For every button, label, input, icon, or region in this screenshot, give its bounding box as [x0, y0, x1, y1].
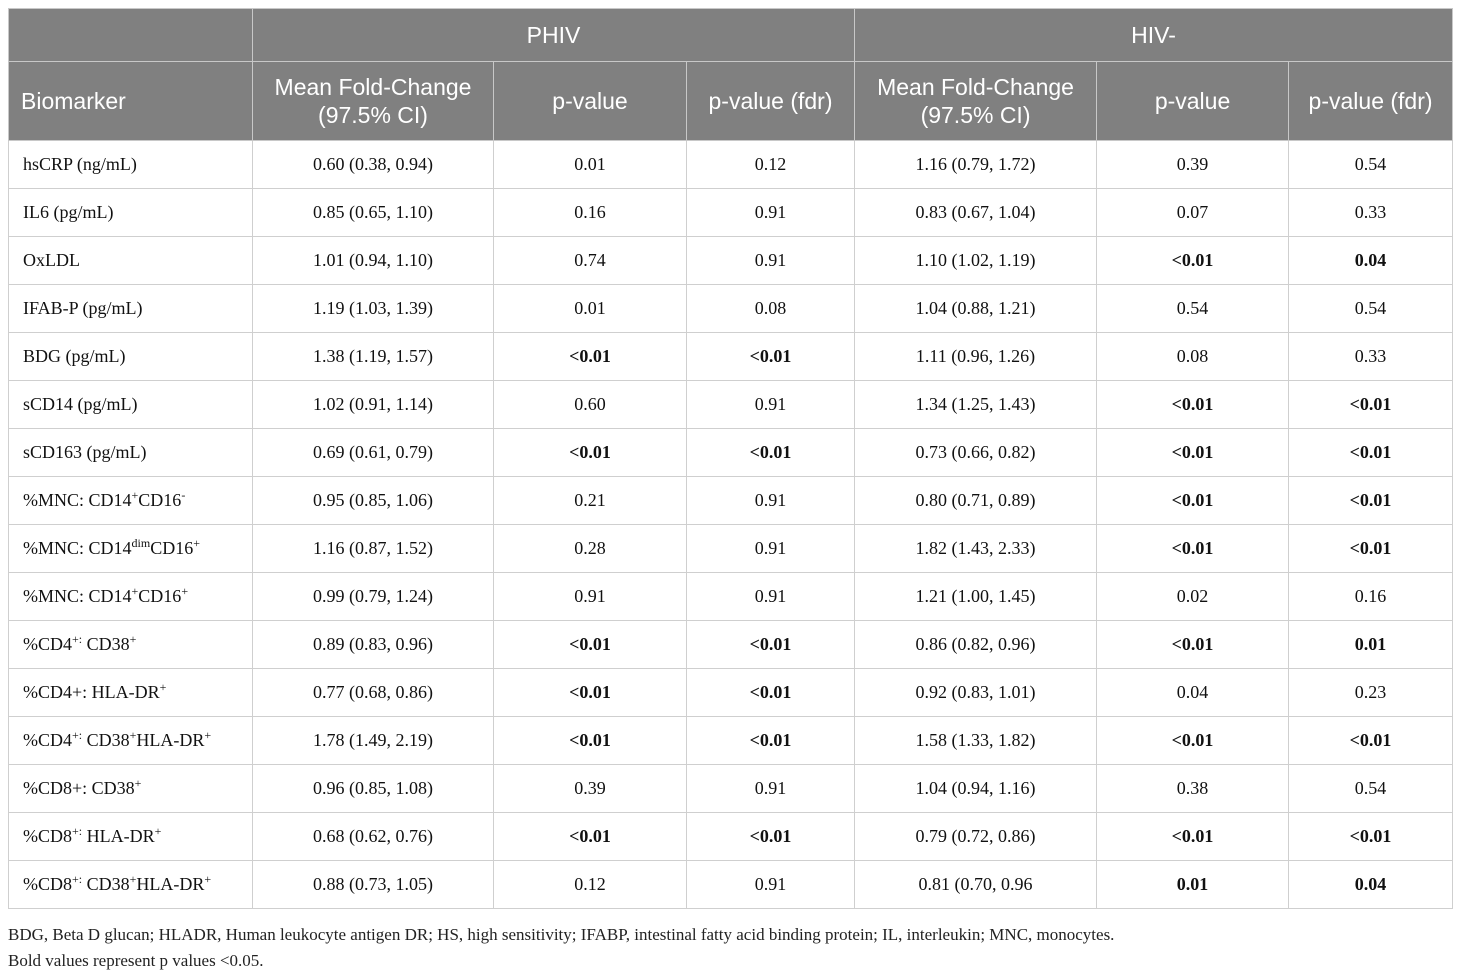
biomarker-name: sCD14 (pg/mL) [9, 381, 253, 429]
hivneg-p-value: 0.39 [1097, 141, 1289, 189]
col-header-phiv-p-value: p-value [494, 62, 687, 141]
table-row [9, 573, 1453, 621]
col-header-phiv-p-fdr: p-value (fdr) [687, 62, 855, 141]
hivneg-p-fdr: <0.01 [1289, 813, 1453, 861]
footnote-abbreviations: BDG, Beta D glucan; HLADR, Human leukocyte antigen DR; HS, high sensitivity; IFABP, intestinal fatty acid binding protein; IL, interleukin; MNC, monocytes. [8, 925, 1115, 944]
hivneg-fold-change: 1.58 (1.33, 1.82) [855, 717, 1097, 765]
hivneg-fold-change: 1.82 (1.43, 2.33) [855, 525, 1097, 573]
biomarker-name: %CD8+: CD38+ [9, 765, 253, 813]
hivneg-fold-change: 1.11 (0.96, 1.26) [855, 333, 1097, 381]
phiv-fold-change: 0.77 (0.68, 0.86) [253, 669, 494, 717]
hivneg-fold-change: 1.34 (1.25, 1.43) [855, 381, 1097, 429]
col-header-phiv-fold-change: Mean Fold-Change (97.5% CI) [253, 62, 494, 141]
phiv-fold-change: 1.16 (0.87, 1.52) [253, 525, 494, 573]
phiv-p-fdr: 0.12 [687, 141, 855, 189]
hivneg-p-value: <0.01 [1097, 813, 1289, 861]
phiv-p-value: <0.01 [494, 429, 687, 477]
hivneg-p-fdr: 0.33 [1289, 333, 1453, 381]
hivneg-p-value: 0.08 [1097, 333, 1289, 381]
biomarker-name: IL6 (pg/mL) [9, 189, 253, 237]
phiv-p-fdr: <0.01 [687, 333, 855, 381]
phiv-p-fdr: <0.01 [687, 813, 855, 861]
hivneg-fold-change: 1.04 (0.88, 1.21) [855, 285, 1097, 333]
phiv-fold-change: 0.96 (0.85, 1.08) [253, 765, 494, 813]
hivneg-p-fdr: 0.04 [1289, 237, 1453, 285]
table-row [9, 813, 1453, 861]
phiv-fold-change: 0.89 (0.83, 0.96) [253, 621, 494, 669]
hivneg-p-fdr: 0.04 [1289, 861, 1453, 909]
phiv-p-fdr: 0.08 [687, 285, 855, 333]
biomarker-name: %MNC: $CD14^{dim}CD16^+$ [9, 525, 253, 573]
hivneg-p-value: 0.54 [1097, 285, 1289, 333]
phiv-p-fdr: <0.01 [687, 621, 855, 669]
biomarker-name: %CD4+: CD38+HLA-DR+ [9, 717, 253, 765]
hivneg-fold-change: 0.80 (0.71, 0.89) [855, 477, 1097, 525]
biomarker-name: %CD4+: CD38+ [9, 621, 253, 669]
hivneg-p-fdr: 0.23 [1289, 669, 1453, 717]
biomarker-name: %CD4+: HLA-DR+ [9, 669, 253, 717]
hivneg-fold-change: 1.16 (0.79, 1.72) [855, 141, 1097, 189]
hivneg-fold-change: 0.92 (0.83, 1.01) [855, 669, 1097, 717]
biomarker-name: sCD163 (pg/mL) [9, 429, 253, 477]
phiv-p-value: 0.16 [494, 189, 687, 237]
phiv-p-value: 0.21 [494, 477, 687, 525]
table-row [9, 189, 1453, 237]
hivneg-fold-change: 0.79 (0.72, 0.86) [855, 813, 1097, 861]
phiv-p-value: <0.01 [494, 813, 687, 861]
biomarker-name: %CD8+: CD38+HLA-DR+ [9, 861, 253, 909]
phiv-p-value: 0.28 [494, 525, 687, 573]
phiv-fold-change: 0.88 (0.73, 1.05) [253, 861, 494, 909]
biomarker-name: %CD8+: HLA-DR+ [9, 813, 253, 861]
hivneg-p-value: <0.01 [1097, 477, 1289, 525]
group-header-hivneg: HIV- [855, 9, 1453, 62]
table-row [9, 669, 1453, 717]
phiv-p-fdr: 0.91 [687, 381, 855, 429]
table-row [9, 429, 1453, 477]
phiv-fold-change: 0.68 (0.62, 0.76) [253, 813, 494, 861]
phiv-p-value: <0.01 [494, 333, 687, 381]
biomarker-name: OxLDL [9, 237, 253, 285]
phiv-fold-change: 1.38 (1.19, 1.57) [253, 333, 494, 381]
hivneg-fold-change: 0.73 (0.66, 0.82) [855, 429, 1097, 477]
hivneg-p-value: 0.38 [1097, 765, 1289, 813]
phiv-p-value: 0.91 [494, 573, 687, 621]
hivneg-p-fdr: 0.01 [1289, 621, 1453, 669]
phiv-p-fdr: 0.91 [687, 765, 855, 813]
phiv-p-fdr: <0.01 [687, 669, 855, 717]
phiv-fold-change: 1.01 (0.94, 1.10) [253, 237, 494, 285]
table-footnotes [8, 922, 1114, 974]
phiv-fold-change: 1.78 (1.49, 2.19) [253, 717, 494, 765]
biomarker-name: %MNC: CD14+CD16- [9, 477, 253, 525]
hivneg-p-fdr: 0.54 [1289, 285, 1453, 333]
hivneg-fold-change: 0.81 (0.70, 0.96 [855, 861, 1097, 909]
hivneg-p-value: <0.01 [1097, 621, 1289, 669]
hivneg-p-fdr: 0.33 [1289, 189, 1453, 237]
table-row [9, 525, 1453, 573]
hivneg-p-value: 0.07 [1097, 189, 1289, 237]
table-row [9, 237, 1453, 285]
phiv-fold-change: 1.02 (0.91, 1.14) [253, 381, 494, 429]
hivneg-p-value: 0.04 [1097, 669, 1289, 717]
phiv-p-fdr: 0.91 [687, 525, 855, 573]
phiv-p-fdr: <0.01 [687, 717, 855, 765]
phiv-p-fdr: 0.91 [687, 237, 855, 285]
biomarker-table [8, 8, 1453, 909]
group-header-phiv: PHIV [253, 9, 855, 62]
phiv-fold-change: 0.99 (0.79, 1.24) [253, 573, 494, 621]
hivneg-p-fdr: 0.54 [1289, 141, 1453, 189]
phiv-p-value: 0.12 [494, 861, 687, 909]
table-row [9, 621, 1453, 669]
hivneg-p-fdr: <0.01 [1289, 477, 1453, 525]
hivneg-fold-change: 1.04 (0.94, 1.16) [855, 765, 1097, 813]
biomarker-name: %MNC: CD14+CD16+ [9, 573, 253, 621]
hivneg-p-value: <0.01 [1097, 381, 1289, 429]
phiv-p-value: <0.01 [494, 717, 687, 765]
phiv-fold-change: 1.19 (1.03, 1.39) [253, 285, 494, 333]
hivneg-p-fdr: <0.01 [1289, 717, 1453, 765]
hivneg-p-value: <0.01 [1097, 429, 1289, 477]
phiv-p-value: 0.60 [494, 381, 687, 429]
table-row [9, 717, 1453, 765]
phiv-fold-change: 0.85 (0.65, 1.10) [253, 189, 494, 237]
hivneg-p-fdr: <0.01 [1289, 381, 1453, 429]
biomarker-name: BDG (pg/mL) [9, 333, 253, 381]
table-row [9, 141, 1453, 189]
biomarker-name: IFAB-P (pg/mL) [9, 285, 253, 333]
footnote-bold-note: Bold values represent p values <0.05. [8, 951, 264, 970]
phiv-p-fdr: 0.91 [687, 189, 855, 237]
phiv-p-fdr: 0.91 [687, 573, 855, 621]
hivneg-p-fdr: <0.01 [1289, 429, 1453, 477]
table-row [9, 765, 1453, 813]
phiv-p-fdr: 0.91 [687, 477, 855, 525]
hivneg-p-fdr: 0.16 [1289, 573, 1453, 621]
phiv-fold-change: 0.69 (0.61, 0.79) [253, 429, 494, 477]
phiv-p-value: 0.39 [494, 765, 687, 813]
col-header-hivneg-p-fdr: p-value (fdr) [1289, 62, 1453, 141]
phiv-p-fdr: 0.91 [687, 861, 855, 909]
table-row [9, 477, 1453, 525]
hivneg-p-fdr: 0.54 [1289, 765, 1453, 813]
phiv-p-value: <0.01 [494, 621, 687, 669]
phiv-p-value: <0.01 [494, 669, 687, 717]
phiv-p-value: 0.01 [494, 141, 687, 189]
hivneg-fold-change: 0.83 (0.67, 1.04) [855, 189, 1097, 237]
hivneg-p-value: <0.01 [1097, 525, 1289, 573]
hivneg-p-value: <0.01 [1097, 237, 1289, 285]
hivneg-fold-change: 1.21 (1.00, 1.45) [855, 573, 1097, 621]
phiv-p-fdr: <0.01 [687, 429, 855, 477]
col-header-hivneg-p-value: p-value [1097, 62, 1289, 141]
hivneg-p-fdr: <0.01 [1289, 525, 1453, 573]
phiv-fold-change: 0.95 (0.85, 1.06) [253, 477, 494, 525]
table-row [9, 381, 1453, 429]
phiv-fold-change: 0.60 (0.38, 0.94) [253, 141, 494, 189]
col-header-hivneg-fold-change: Mean Fold-Change (97.5% CI) [855, 62, 1097, 141]
biomarker-name: hsCRP (ng/mL) [9, 141, 253, 189]
phiv-p-value: 0.74 [494, 237, 687, 285]
hivneg-p-value: 0.02 [1097, 573, 1289, 621]
hivneg-p-value: 0.01 [1097, 861, 1289, 909]
col-header-biomarker: Biomarker [9, 62, 253, 141]
table-row [9, 861, 1453, 909]
phiv-p-value: 0.01 [494, 285, 687, 333]
table-row [9, 333, 1453, 381]
hivneg-p-value: <0.01 [1097, 717, 1289, 765]
hivneg-fold-change: 0.86 (0.82, 0.96) [855, 621, 1097, 669]
results-table-container [8, 8, 1452, 909]
table-row [9, 285, 1453, 333]
hivneg-fold-change: 1.10 (1.02, 1.19) [855, 237, 1097, 285]
header-blank-cell [9, 9, 253, 62]
